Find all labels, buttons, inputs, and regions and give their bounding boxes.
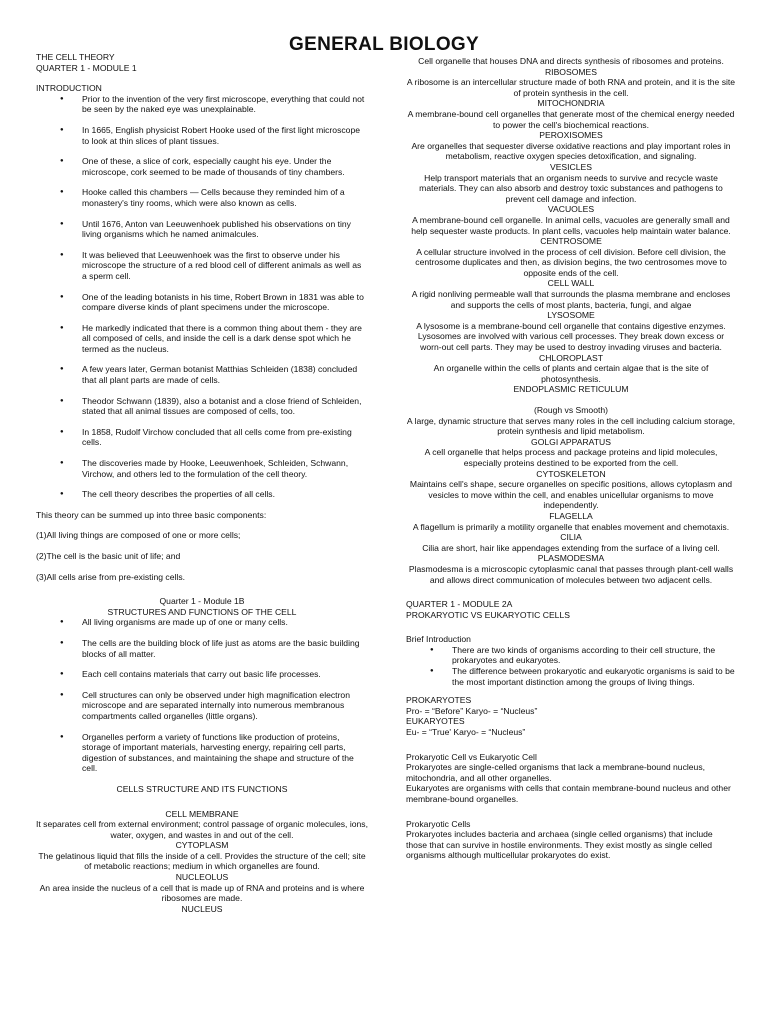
organelle-title: NUCLEUS (181, 903, 223, 914)
component-item: (2)The cell is the basic unit of life; and (36, 551, 181, 561)
organelle-description: Maintains cell's shape, secure organelles on specific positions, allows cytoplasm and vesicles to move within the cell, and enables unicellular organisms to move independently. (409, 479, 733, 511)
intro-bullet-list (36, 94, 368, 500)
organelle-title: CYTOSKELETON (536, 468, 606, 479)
organelle-description: An area inside the nucleus of a cell that is made up of RNA and proteins and is where ribosomes are made. (39, 882, 365, 904)
subsection-heading: Brief Introduction (406, 634, 471, 645)
organelle-title: NUCLEOLUS (175, 872, 229, 883)
section-heading: THE CELL THEORY (36, 52, 115, 62)
list-item: ● Each cell contains materials that carry out basic life processes. (36, 669, 368, 680)
list-item: ● In 1858, Rudolf Virchow concluded that all cells come from pre-existing cells. (36, 427, 368, 448)
organelle-entry (406, 469, 736, 511)
list-item: ● The cell theory describes the properties of all cells. (36, 489, 368, 500)
section-heading: CELLS STRUCTURE AND ITS FUNCTIONS (116, 783, 288, 794)
organelle-description: It separates cell from external environment; control passage of organic molecules, ions, water, oxygen, and wastes in and out of the cell. (36, 819, 368, 840)
organelle-title: CYTOPLASM (175, 840, 229, 851)
component-item: (1)All living things are composed of one or more cells; (36, 530, 241, 541)
organelle-description: Cell organelle that houses DNA and directs synthesis of ribosomes and proteins. (418, 56, 724, 66)
organelle-description: Plasmodesma is a microscopic cytoplasmic canal that passes through plant-cell walls and allows direct communication of molecules between two adjacent cells. (408, 563, 734, 585)
organelle-title: ENDOPLASMIC RETICULUM (513, 384, 629, 395)
list-item: ● He markedly indicated that there is a common thing about them - they are all composed of cells, and inside the cell is a dark dense spot which he termed as the nucleus. (36, 323, 368, 355)
page-title: GENERAL BIOLOGY (289, 34, 479, 55)
organelle-description: Help transport materials that an organism needs to survive and recycle waste materials. They can also absorb and destroy toxic substances and pathogens to prevent cell damage and infection. (419, 172, 723, 204)
organelle-title: LYSOSOME (547, 310, 595, 321)
component-item: (3)All cells arise from pre-existing cells. (36, 571, 185, 582)
organelle-description: A ribosome is an intercellular structure made of both RNA and protein, and it is the site of protein synthesis in the cell. (406, 77, 736, 98)
organelle-title: RIBOSOMES (544, 66, 598, 77)
organelle-entry (406, 236, 736, 278)
organelle-entry (406, 511, 736, 532)
list-item: ● All living organisms are made up of one or many cells. (36, 617, 368, 628)
module-label: Quarter 1 - Module 1B (159, 596, 245, 607)
organelle-title: GOLGI APPARATUS (531, 436, 611, 447)
organelle-subtitle: (Rough vs Smooth) (533, 405, 609, 415)
paragraph: Eukaryotes are organisms with cells that contain membrane-bound nucleus and other membrane-bound organelles. (406, 783, 731, 804)
section-heading: PROKARYOTIC VS EUKARYOTIC CELLS (406, 609, 570, 620)
organelle-description: The gelatinous liquid that fills the inside of a cell. Provides the structure of the cell; site of metabolic reactions; medium in which organelles are found. (38, 850, 366, 872)
right-column (406, 56, 736, 861)
organelle-description: A large, dynamic structure that serves many roles in the cell including calcium storage, protein synthesis and lipid metabolism. (406, 415, 736, 437)
organelle-entry (406, 437, 736, 469)
organelle-entry (406, 310, 736, 352)
subsection-heading: Prokaryotic Cell vs Eukaryotic Cell (406, 751, 537, 762)
list-item: ● It was believed that Leeuwenhoek was the first to observe under his microscope the structure of a red blood cell of different animals as well as a sperm cell. (36, 250, 368, 282)
list-item: ● The cells are the building block of life just as atoms are the basic building blocks of all matter. (36, 638, 368, 659)
intro-bullet-list (406, 645, 736, 687)
organelle-entry (406, 204, 736, 236)
organelle-description: A cell organelle that helps process and package proteins and lipid molecules, especially proteins destined to be exported from the cell. (424, 447, 718, 468)
organelle-description: Are organelles that sequester diverse oxidative reactions and play important roles in metabolism, reactive oxygen species detoxification, and signaling. (411, 140, 731, 162)
paragraph: Prokaryotes are single-celled organisms that lack a membrane-bound nucleus, mitochondria, and all other organelles. (406, 762, 706, 783)
list-item: ● The discoveries made by Hooke, Leeuwenhoek, Schleiden, Schwann, Virchow, and others led to the formulation of the cell theory. (36, 458, 368, 479)
list-item: ● Cell structures can only be observed under high magnification electron microscope and are separated internally into numerous membranous compartments called organelles (little organs). (36, 690, 368, 722)
list-item: ● In 1665, English physicist Robert Hooke used of the first light microscope to look at thin slices of plant tissues. (36, 125, 368, 146)
term-definition: Eu- = “True' Karyo- = “Nucleus” (406, 727, 526, 738)
list-item: ● A few years later, German botanist Matthias Schleiden (1838) concluded that all plant parts are made of cells. (36, 364, 368, 385)
organelle-description: Cilia are short, hair like appendages extending from the surface of a living cell. (422, 542, 720, 553)
term-heading: PROKARYOTES (406, 695, 472, 706)
organelle-title: FLAGELLA (549, 510, 593, 521)
left-column (36, 52, 368, 914)
organelle-description: An organelle within the cells of plants and certain algae that is the site of photosynthesis. (433, 363, 709, 384)
module-label: QUARTER 1 - MODULE 1 (36, 62, 137, 73)
summary-text: This theory can be summed up into three basic components: (36, 509, 267, 520)
list-item: ● Theodor Schwann (1839), also a botanist and a close friend of Schleiden, stated that all animal tissues are composed of cells, too. (36, 396, 368, 417)
organelle-entry (406, 353, 736, 385)
list-item: ● Organelles perform a variety of functions like production of proteins, storage of important materials, harvesting energy, repairing cell parts, digestion of substances, and maintaining the shape and structure of the cell. (36, 732, 368, 774)
organelle-title: CILIA (560, 532, 582, 543)
organelle-entry (406, 278, 736, 310)
organelle-title: VESICLES (549, 161, 593, 172)
organelle-description: A cellular structure involved in the process of cell division. Before cell division, the centrosome duplicates and then, as division begins, the two centrosomes move to opposite ends of the cell. (415, 246, 727, 278)
list-item: ● Hooke called this chambers — Cells because they reminded him of a monastery's tiny rooms, which were also known as cells. (36, 187, 368, 208)
list-item: ● Prior to the invention of the very first microscope, everything that could not be seen by the naked eye was unexplainable. (36, 94, 368, 115)
organelle-title: CELL WALL (547, 278, 595, 289)
organelle-description: A rigid nonliving permeable wall that surrounds the plasma membrane and encloses and supports the cells of most plants, bacteria, fungi, and algae (411, 289, 731, 310)
organelle-title: PEROXISOMES (539, 130, 603, 141)
organelle-title: CENTROSOME (540, 236, 602, 247)
organelle-title: CHLOROPLAST (539, 352, 603, 363)
organelle-entry (406, 532, 736, 553)
term-heading: EUKARYOTES (406, 716, 465, 727)
module-label: QUARTER 1 - MODULE 2A (406, 599, 513, 610)
organelle-entry (406, 553, 736, 585)
list-item: ● One of the leading botanists in his time, Robert Brown in 1831 was able to compare diverse kinds of plant specimens under the microscope. (36, 292, 368, 313)
list-item: ● The difference between prokaryotic and eukaryotic organisms is said to be the most important distinction among the groups of living things. (406, 666, 736, 687)
organelle-entry (406, 67, 736, 99)
organelle-description: A membrane-bound cell organelle. In animal cells, vacuoles are generally small and help sequester waste products. In plant cells, vacuoles help maintain water balance. (411, 214, 731, 236)
paragraph: Prokaryotes includes bacteria and archaea (single celled organisms) that include those that can survive in hostile environments. They exist mostly as single celled organisms although multicellular prokaryotes do exist. (406, 829, 713, 861)
list-item: ● One of these, a slice of cork, especially caught his eye. Under the microscope, cork seemed to be made of thousands of tiny chambers. (36, 156, 368, 177)
list-item: ● Until 1676, Anton van Leeuwenhoek published his observations on tiny living organisms which he named animalcules. (36, 219, 368, 240)
organelle-entry (406, 98, 736, 130)
organelle-entry (406, 162, 736, 204)
organelle-title: PLASMODESMA (537, 553, 605, 564)
organelle-title: MITOCHONDRIA (537, 98, 605, 109)
organelle-description: A flagellum is primarily a motility organelle that enables movement and chemotaxis. (412, 521, 730, 532)
organelle-description: A lysosome is a membrane-bound cell organelle that contains digestive enzymes. Lysosomes are involved with various cell processes. They break down excess or worn-out cell parts. They may be used to destroy invading viruses and bacteria. (416, 320, 726, 353)
structures-bullet-list (36, 617, 368, 774)
list-item: ● There are two kinds of organisms according to their cell structure, the prokaryotes and eukaryotes. (406, 645, 736, 666)
intro-heading: INTRODUCTION (36, 83, 102, 94)
organelle-description: A membrane-bound cell organelles that generate most of the chemical energy needed to power the cell's biochemical reactions. (407, 108, 735, 130)
term-definition: Pro- = “Before” Karyo- = “Nucleus” (406, 705, 538, 716)
organelle-title: CELL MEMBRANE (165, 808, 239, 819)
organelle-entry (406, 130, 736, 162)
organelle-title: VACUOLES (547, 204, 595, 215)
subsection-heading: Prokaryotic Cells (406, 818, 471, 829)
section-heading: STRUCTURES AND FUNCTIONS OF THE CELL (107, 606, 297, 617)
